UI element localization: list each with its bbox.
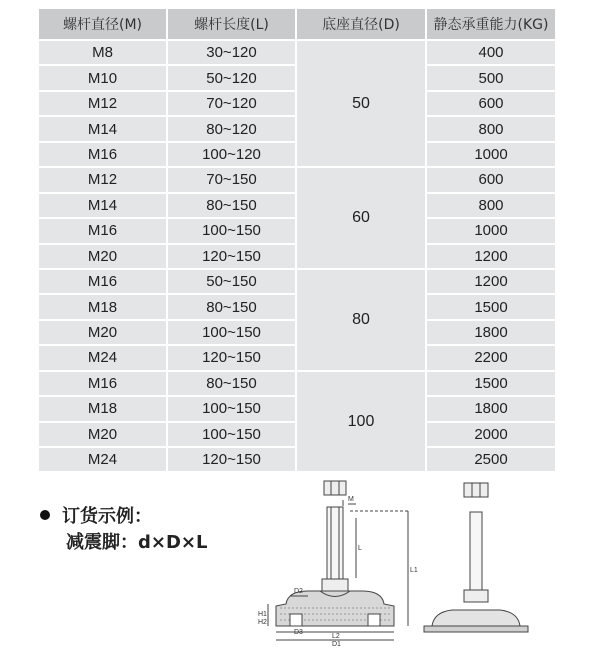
order-example-title: 订货示例： <box>62 506 152 527</box>
cell-thread-length: 100~150 <box>167 218 296 243</box>
cell-thread-diameter: M12 <box>38 91 167 116</box>
dim-label-d3: D3 <box>294 629 303 636</box>
table-body <box>38 40 556 472</box>
dim-label-h1: H1 <box>258 611 267 618</box>
cell-thread-length: 120~150 <box>167 244 296 269</box>
cell-static-load: 1800 <box>426 320 556 345</box>
header-thread-diameter: 螺杆直径(M) <box>38 8 167 40</box>
cell-thread-diameter: M24 <box>38 447 167 472</box>
cell-thread-length: 70~150 <box>167 167 296 192</box>
cell-thread-length: 120~150 <box>167 345 296 370</box>
cell-static-load: 1200 <box>426 244 556 269</box>
cell-static-load: 2000 <box>426 422 556 447</box>
hex-nut-bottom-icon <box>322 579 348 591</box>
header-thread-length: 螺杆长度(L) <box>167 8 296 40</box>
cell-thread-diameter: M18 <box>38 294 167 319</box>
threaded-stud <box>327 507 343 579</box>
cell-thread-length: 80~150 <box>167 371 296 396</box>
cell-thread-length: 80~150 <box>167 294 296 319</box>
cell-static-load: 1000 <box>426 142 556 167</box>
cell-thread-length: 30~120 <box>167 40 296 65</box>
cell-static-load: 1800 <box>426 396 556 421</box>
dim-label-d2: D2 <box>294 588 303 595</box>
base-pad-right <box>432 610 520 626</box>
cell-base-diameter: 100 <box>296 371 426 473</box>
cell-thread-diameter: M20 <box>38 422 167 447</box>
cell-static-load: 2200 <box>426 345 556 370</box>
hex-nut-right-icon <box>464 483 488 497</box>
cell-static-load: 800 <box>426 193 556 218</box>
cell-thread-diameter: M16 <box>38 142 167 167</box>
cell-base-diameter: 60 <box>296 167 426 269</box>
table-header-row <box>38 8 556 40</box>
cell-thread-diameter: M24 <box>38 345 167 370</box>
table-row <box>38 371 556 396</box>
threaded-stud-right <box>470 512 482 590</box>
header-static-load: 静态承重能力(KG) <box>426 8 556 40</box>
cell-thread-length: 100~120 <box>167 142 296 167</box>
cell-thread-diameter: M20 <box>38 320 167 345</box>
dim-label-m: M <box>348 496 354 503</box>
cell-thread-length: 80~120 <box>167 116 296 141</box>
cell-thread-length: 100~150 <box>167 422 296 447</box>
header-base-diameter: 底座直径(D) <box>296 8 426 40</box>
cell-thread-diameter: M16 <box>38 218 167 243</box>
cell-thread-diameter: M8 <box>38 40 167 65</box>
cell-static-load: 1500 <box>426 294 556 319</box>
dim-label-d1: D1 <box>332 641 341 646</box>
cell-static-load: 1500 <box>426 371 556 396</box>
cell-thread-length: 100~150 <box>167 396 296 421</box>
table-row <box>38 40 556 65</box>
cell-thread-diameter: M14 <box>38 193 167 218</box>
cell-base-diameter: 50 <box>296 40 426 167</box>
cell-static-load: 800 <box>426 116 556 141</box>
cell-thread-diameter: M16 <box>38 269 167 294</box>
hex-nut-top-icon <box>324 481 346 495</box>
cell-static-load: 400 <box>426 40 556 65</box>
cell-thread-diameter: M20 <box>38 244 167 269</box>
cell-static-load: 2500 <box>426 447 556 472</box>
order-example-format: 减震脚：d×D×L <box>66 532 208 553</box>
cell-static-load: 1000 <box>426 218 556 243</box>
dim-label-l1: L1 <box>410 567 418 574</box>
leveling-foot-diagram <box>248 474 548 646</box>
cell-thread-length: 100~150 <box>167 320 296 345</box>
cell-static-load: 600 <box>426 167 556 192</box>
cell-static-load: 1200 <box>426 269 556 294</box>
cell-thread-diameter: M14 <box>38 116 167 141</box>
bullet-icon <box>40 510 50 520</box>
cell-static-load: 600 <box>426 91 556 116</box>
dim-label-h2: H2 <box>258 619 267 626</box>
cell-static-load: 500 <box>426 65 556 90</box>
cell-thread-length: 80~150 <box>167 193 296 218</box>
cell-base-diameter: 80 <box>296 269 426 371</box>
cell-thread-length: 50~150 <box>167 269 296 294</box>
cell-thread-diameter: M16 <box>38 371 167 396</box>
cell-thread-length: 120~150 <box>167 447 296 472</box>
spec-table <box>38 8 556 472</box>
cell-thread-length: 70~120 <box>167 91 296 116</box>
cell-thread-diameter: M18 <box>38 396 167 421</box>
cell-thread-diameter: M10 <box>38 65 167 90</box>
cell-thread-diameter: M12 <box>38 167 167 192</box>
dim-label-l2: L2 <box>332 633 340 640</box>
table-row <box>38 269 556 294</box>
table-row <box>38 167 556 192</box>
dim-label-l: L <box>358 545 362 552</box>
order-example <box>40 504 207 556</box>
cell-thread-length: 50~120 <box>167 65 296 90</box>
